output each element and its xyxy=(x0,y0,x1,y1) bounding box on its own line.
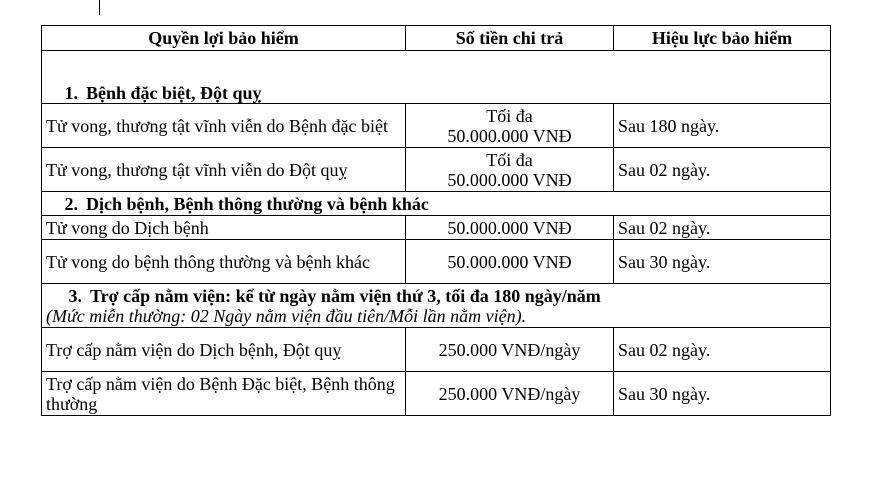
section-heading xyxy=(42,51,831,104)
table-row xyxy=(42,372,831,416)
amount-cell: 50.000.000 VNĐ xyxy=(406,216,614,240)
effective-cell: Sau 02 ngày. xyxy=(614,216,831,240)
table-row xyxy=(42,240,831,284)
table-row xyxy=(42,148,831,192)
amount-cell: 50.000.000 VNĐ xyxy=(406,240,614,284)
effective-cell: Sau 02 ngày. xyxy=(614,328,831,372)
amount-cell xyxy=(406,148,614,192)
text-cursor xyxy=(99,0,100,15)
effective-cell: Sau 180 ngày. xyxy=(614,104,831,148)
section-heading-row xyxy=(42,192,831,216)
section-note: (Mức miễn thường: 02 Ngày nằm viện đầu tiên/Mỗi lần nằm viện). xyxy=(46,305,527,326)
section-number: 2. xyxy=(64,193,78,214)
section-heading xyxy=(42,284,831,328)
amount-value: 50.000.000 VNĐ xyxy=(447,125,572,146)
section-heading-row xyxy=(42,284,831,328)
table-row xyxy=(42,328,831,372)
header-effective: Hiệu lực bảo hiểm xyxy=(614,26,831,51)
benefit-cell: Tử vong do Dịch bệnh xyxy=(42,216,406,240)
table-row xyxy=(42,216,831,240)
amount-qualifier: Tối đa xyxy=(486,149,533,170)
benefit-cell: Tử vong do bệnh thông thường và bệnh khác xyxy=(42,240,406,284)
section-heading xyxy=(42,192,831,216)
section-heading-row xyxy=(42,51,831,104)
header-amount: Số tiền chi trả xyxy=(406,26,614,51)
benefit-cell: Trợ cấp nằm viện do Dịch bệnh, Đột quỵ xyxy=(42,328,406,372)
effective-cell: Sau 02 ngày. xyxy=(614,148,831,192)
section-title: Bệnh đặc biệt, Đột quỵ xyxy=(86,83,262,103)
benefit-cell: Tử vong, thương tật vĩnh viễn do Bệnh đặc biệt xyxy=(42,104,406,148)
section-number: 3. xyxy=(68,285,82,306)
amount-cell: 250.000 VNĐ/ngày xyxy=(406,372,614,416)
amount-value: 50.000.000 VNĐ xyxy=(447,169,572,190)
section-title: Trợ cấp nằm viện: kể từ ngày nằm viện thứ 3, tối đa 180 ngày/năm xyxy=(90,285,601,306)
benefit-cell: Tử vong, thương tật vĩnh viễn do Đột quỵ xyxy=(42,148,406,192)
section-number: 1. xyxy=(64,83,78,103)
effective-cell: Sau 30 ngày. xyxy=(614,372,831,416)
effective-cell: Sau 30 ngày. xyxy=(614,240,831,284)
insurance-benefits-table xyxy=(41,25,831,416)
header-benefit: Quyền lợi bảo hiểm xyxy=(42,26,406,51)
amount-qualifier: Tối đa xyxy=(486,105,533,126)
benefit-cell: Trợ cấp nằm viện do Bệnh Đặc biệt, Bệnh thông thường xyxy=(42,372,406,416)
table-row xyxy=(42,104,831,148)
section-title: Dịch bệnh, Bệnh thông thường và bệnh khác xyxy=(86,193,429,214)
amount-cell xyxy=(406,104,614,148)
table-header-row xyxy=(42,26,831,51)
amount-cell: 250.000 VNĐ/ngày xyxy=(406,328,614,372)
